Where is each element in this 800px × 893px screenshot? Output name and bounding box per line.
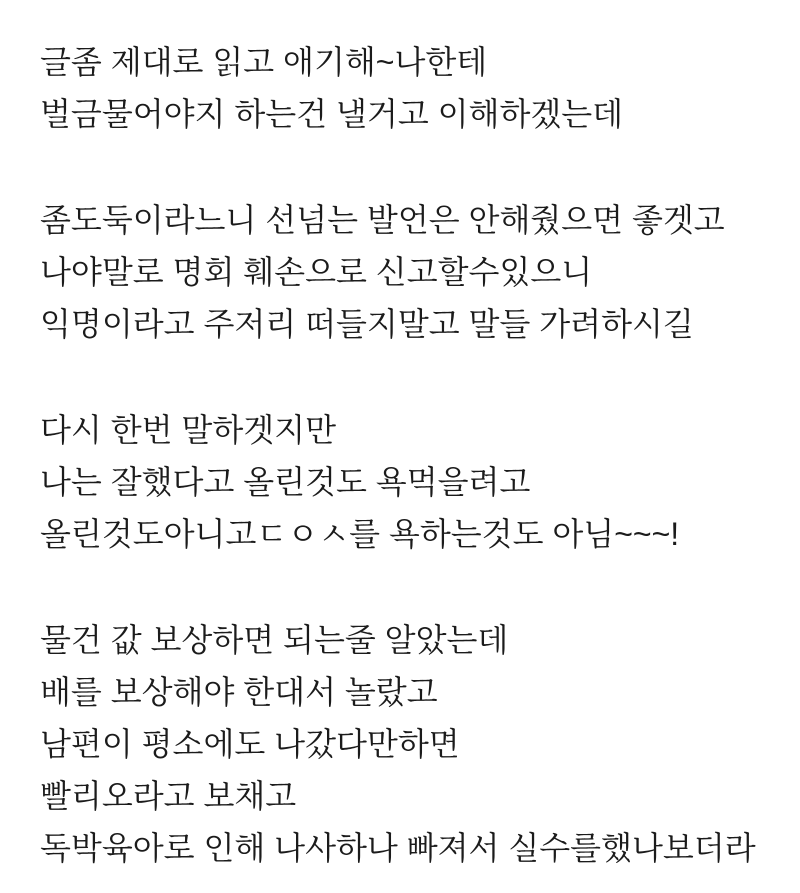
- paragraph-4: [40, 614, 780, 874]
- paragraph-3: [40, 404, 780, 560]
- text-line: 나는 잘했다고 올린것도 욕먹을려고: [40, 464, 531, 500]
- text-line: 독박육아로 인해 나사하나 빠져서 실수를했나보더라: [40, 830, 756, 866]
- text-line: 벌금물어야지 하는건 낼거고 이해하겠는데: [40, 96, 624, 132]
- text-line: 빨리오라고 보채고: [40, 778, 297, 814]
- text-line: 나야말로 명회 훼손으로 신고할수있으니: [40, 254, 593, 290]
- text-line: 물건 값 보상하면 되는줄 알았는데: [40, 622, 509, 658]
- text-line: 글좀 제대로 읽고 애기해~나한테: [40, 44, 488, 80]
- text-line: 다시 한번 말하겟지만: [40, 412, 336, 448]
- text-line: 익명이라고 주저리 떠들지말고 말들 가려하시길: [40, 306, 694, 342]
- text-line: 올린것도아니고ㄷㅇㅅ를 욕하는것도 아님~~~!: [40, 516, 680, 552]
- paragraph-2: [40, 194, 780, 350]
- text-line: 좀도둑이라느니 선넘는 발언은 안해줬으면 좋겟고: [40, 202, 725, 238]
- text-line: 배를 보상해야 한대서 놀랐고: [40, 674, 438, 710]
- paragraph-1: [40, 36, 780, 140]
- text-line: 남편이 평소에도 나갔다만하면: [40, 726, 460, 762]
